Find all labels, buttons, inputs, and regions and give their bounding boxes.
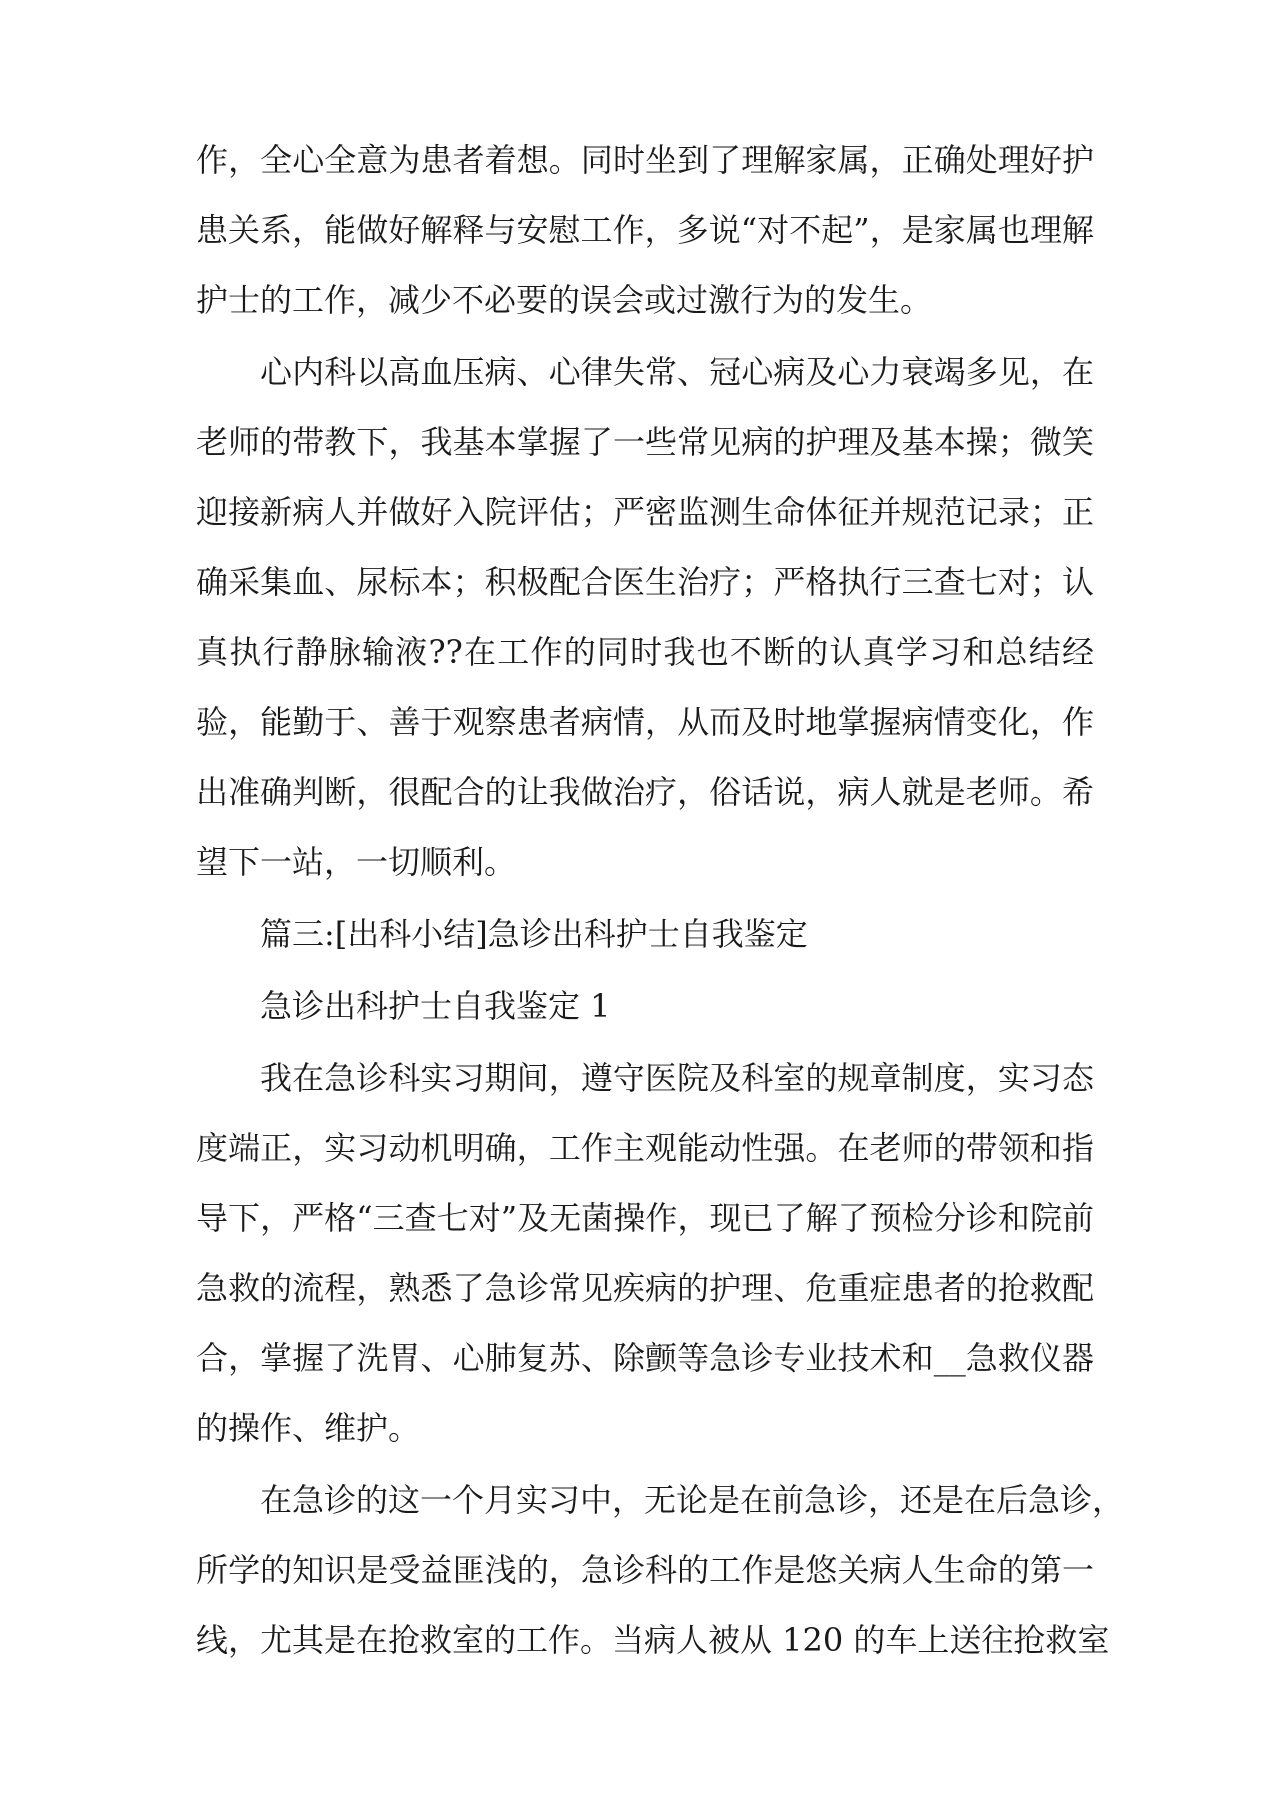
text-line: 导下，严格“三查七对”及无菌操作，现已了解了预检分诊和院前 [196,1199,1094,1237]
text-line: 度端正，实习动机明确，工作主观能动性强。在老师的带领和指 [196,1129,1094,1167]
text-line: 患关系，能做好解释与安慰工作，多说“对不起”，是家属也理解 [196,211,1094,249]
paragraph-3 [196,1061,1094,1446]
text-line: 真执行静脉输液??在工作的同时我也不断的认真学习和总结经 [196,633,1094,671]
text-line: 所学的知识是受益匪浅的，急诊科的工作是悠关病人生命的第一 [196,1551,1094,1589]
paragraph-4 [196,1481,1125,1659]
section-heading: 篇三:[出科小结]急诊出科护士自我鉴定 [260,915,808,953]
text-line: 老师的带教下，我基本掌握了一些常见病的护理及基本操；微笑 [196,423,1094,461]
text-line: 作，全心全意为患者着想。同时坐到了理解家属，正确处理好护 [196,141,1094,179]
text-line: 护士的工作，减少不必要的误会或过激行为的发生。 [196,281,933,319]
text-line: 确采集血、尿标本；积极配合医生治疗；严格执行三查七对；认 [196,563,1094,601]
text-line: 线，尤其是在抢救室的工作。当病人被从 120 的车上送往抢救室 [196,1621,1110,1659]
text-line: 合，掌握了洗胃、心肺复苏、除颤等急诊专业技术和__急救仪器 [196,1339,1094,1377]
text-line: 验，能勤于、善于观察患者病情，从而及时地掌握病情变化，作 [196,703,1094,741]
section-subheading: 急诊出科护士自我鉴定 1 [260,987,611,1025]
text-line: 在急诊的这一个月实习中，无论是在前急诊，还是在后急诊， [260,1481,1125,1519]
paragraph-1 [196,143,1094,318]
text-line: 望下一站，一切顺利。 [196,843,517,881]
document-body [196,141,1125,1693]
text-line: 心内科以高血压病、心律失常、冠心病及心力衰竭多见，在 [260,353,1094,391]
text-line: 急救的流程，熟悉了急诊常见疾病的护理、危重症患者的抢救配 [196,1269,1094,1307]
text-line: 迎接新病人并做好入院评估；严密监测生命体征并规范记录；正 [196,493,1094,531]
text-line: 出准确判断，很配合的让我做治疗，俗话说，病人就是老师。希 [196,773,1094,811]
text-line: 的操作、维护。 [196,1409,421,1447]
paragraph-2 [196,355,1094,880]
text-line: 我在急诊科实习期间，遵守医院及科室的规章制度，实习态 [260,1059,1094,1097]
